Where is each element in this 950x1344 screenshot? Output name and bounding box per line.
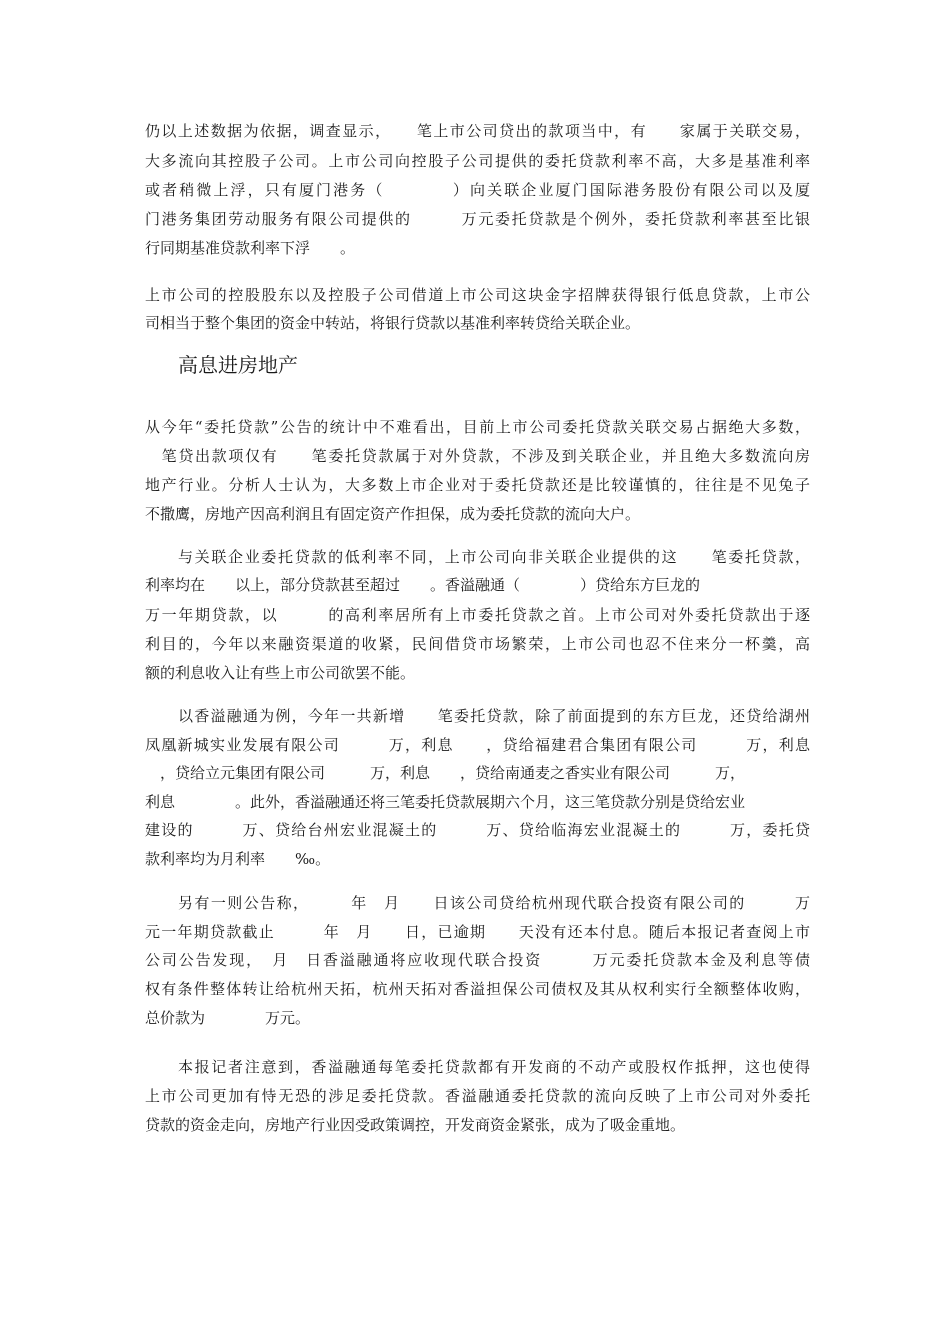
text-line: 万一年期贷款，以 的高利率居所有上市委托贷款之首。上市公司对外委托贷款出于逐	[145, 606, 810, 624]
section-heading: 高息进房地产	[178, 353, 298, 377]
text-line: 与关联企业委托贷款的低利率不同，上市公司向非关联企业提供的这 笔委托贷款，	[178, 548, 810, 566]
text-line: 款利率均为月利率 ‰。	[145, 850, 331, 868]
text-line: 门港务集团劳动服务有限公司提供的 万元委托贷款是个例外，委托贷款利率甚至比银	[145, 210, 810, 228]
text-line: 不撒鹰，房地产因高利润且有固定资产作担保，成为委托贷款的流向大户。	[145, 505, 641, 523]
text-line: 上市公司的控股股东以及控股子公司借道上市公司这块金字招牌获得银行低息贷款，上市公	[145, 286, 810, 304]
text-line: 行同期基准贷款利率下浮 。	[145, 239, 356, 257]
text-line: 大多流向其控股子公司。上市公司向控股子公司提供的委托贷款利率不高，大多是基准利率	[145, 152, 810, 170]
text-line: 笔贷出款项仅有 笔委托贷款属于对外贷款，不涉及到关联企业，并且绝大多数流向房	[145, 447, 810, 465]
text-line: 或者稍微上浮，只有厦门港务（ ）向关联企业厦门国际港务股份有限公司以及厦	[145, 181, 810, 199]
text-line: 额的利息收入让有些上市公司欲罢不能。	[145, 664, 416, 682]
text-line: 公司公告发现， 月 日香溢融通将应收现代联合投资 万元委托贷款本金及利息等债	[145, 951, 810, 969]
text-line: 凤凰新城实业发展有限公司 万，利息 ，贷给福建君合集团有限公司 万，利息	[145, 736, 810, 754]
text-line: 仍以上述数据为依据，调查显示， 笔上市公司贷出的款项当中，有 家属于关联交易，	[145, 122, 810, 140]
text-line: 总价款为 万元。	[145, 1009, 311, 1027]
text-line: 建设的 万、贷给台州宏业混凝土的 万、贷给临海宏业混凝土的 万，委托贷	[145, 821, 810, 839]
text-line: 贷款的资金走向，房地产行业因受政策调控，开发商资金紧张，成为了吸金重地。	[145, 1116, 686, 1134]
text-line: 司相当于整个集团的资金中转站，将银行贷款以基准利率转贷给关联企业。	[145, 314, 641, 332]
text-line: 以香溢融通为例，今年一共新增 笔委托贷款，除了前面提到的东方巨龙，还贷给湖州	[178, 707, 810, 725]
text-line: 利目的，今年以来融资渠道的收紧，民间借贷市场繁荣，上市公司也忍不住来分一杯羹，高	[145, 635, 810, 653]
text-line: 本报记者注意到，香溢融通每笔委托贷款都有开发商的不动产或股权作抵押，这也使得	[178, 1058, 810, 1076]
text-line: 上市公司更加有恃无恐的涉足委托贷款。香溢融通委托贷款的流向反映了上市公司对外委托	[145, 1087, 810, 1105]
text-line: 地产行业。分析人士认为，大多数上市企业对于委托贷款还是比较谨慎的，往往是不见兔子	[145, 476, 810, 494]
text-line: 从今年“委托贷款”公告的统计中不难看出，目前上市公司委托贷款关联交易占据绝大多数，	[145, 418, 810, 436]
text-line: ，贷给立元集团有限公司 万，利息 ，贷给南通麦之香实业有限公司 万，	[145, 764, 746, 782]
text-line: 权有条件整体转让给杭州天拓，杭州天拓对香溢担保公司债权及其从权利实行全额整体收购，	[145, 980, 810, 998]
text-line: 元一年期贷款截止 年 月 日，已逾期 天没有还本付息。随后本报记者查阅上市	[145, 923, 810, 941]
text-line: 利息 。此外，香溢融通还将三笔委托贷款展期六个月，这三笔贷款分别是贷给宏业	[145, 793, 746, 811]
text-line: 另有一则公告称， 年 月 日该公司贷给杭州现代联合投资有限公司的 万	[178, 894, 810, 912]
text-line: 利率均在 以上，部分贷款甚至超过 。香溢融通（ ）贷给东方巨龙的	[145, 576, 701, 594]
